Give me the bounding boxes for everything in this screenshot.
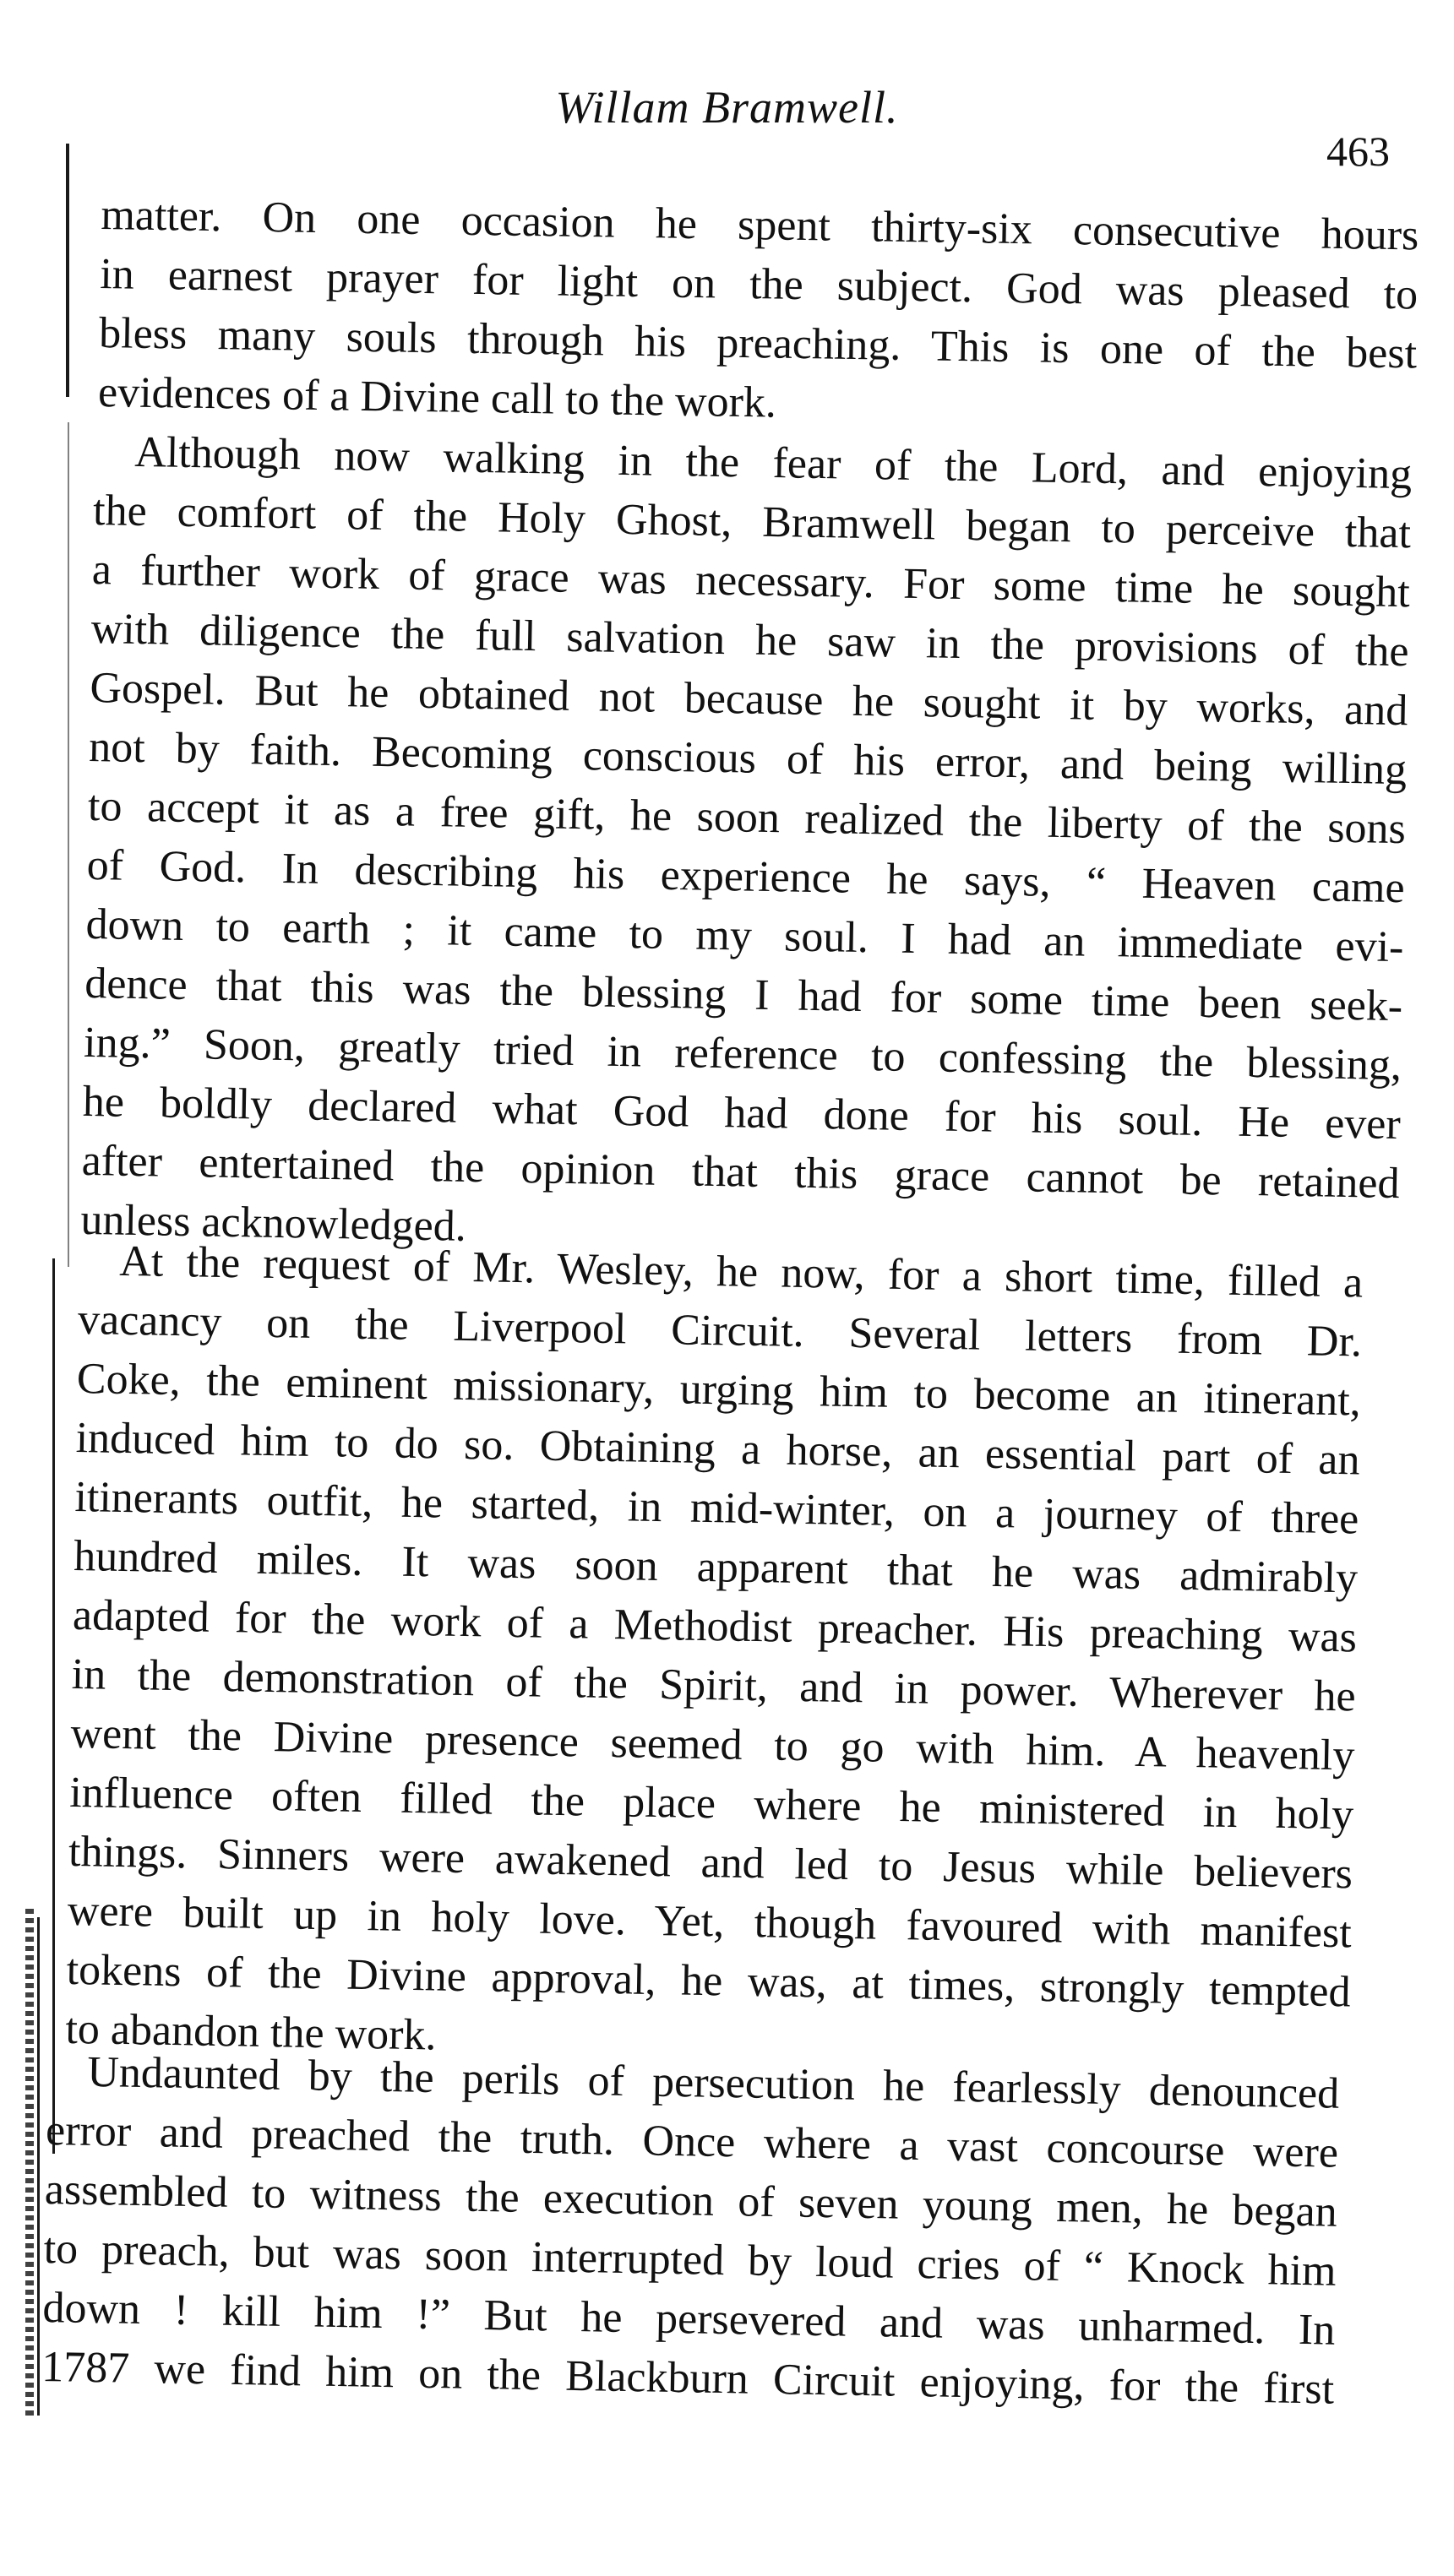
text-line: evidences of a Divine call to the work. <box>97 367 777 427</box>
text-line: error and preached the truth. Once where a vast concourse were <box>45 2106 1339 2177</box>
text-line: to accept it as a free gift, he soon realized the liberty of the sons <box>87 781 1407 854</box>
text-line: influence often filled the place where he ministered in holy <box>68 1768 1354 1840</box>
text-line: in earnest prayer for light on the subject. God was pleased to <box>99 249 1419 319</box>
text-line: tokens of the Divine approval, he was, at times, strongly tempted <box>66 1945 1352 2017</box>
text-line: a further work of grace was necessary. For some time he sought <box>91 545 1411 617</box>
page-number: 463 <box>1326 128 1390 175</box>
text-line: Undaunted by the perils of persecution he fearlessly denounced <box>86 2047 1340 2118</box>
text-line: vacancy on the Liverpool Circuit. Several letters from Dr. <box>77 1295 1363 1367</box>
text-line: hundred miles. It was soon apparent that he was admirably <box>73 1531 1359 1603</box>
text-line: induced him to do so. Obtaining a horse, an essential part of an <box>75 1413 1360 1485</box>
paragraph-1 <box>98 186 1419 443</box>
text-line: down to earth ; it came to my soul. I had an immediate evi- <box>85 899 1404 972</box>
text-line: the comfort of the Holy Ghost, Bramwell began to perceive that <box>92 486 1412 558</box>
text-line: ing.” Soon, greatly tried in reference to confessing the blessing, <box>83 1018 1402 1090</box>
text-line: to abandon the work. <box>65 2004 437 2060</box>
text-line: assembled to witness the execution of seven young men, he began <box>44 2165 1338 2236</box>
text-line: unless acknowledged. <box>80 1195 467 1251</box>
text-line: with diligence the full salvation he saw in the provisions of the <box>90 604 1409 677</box>
text-line: went the Divine presence seemed to go with him. A heavenly <box>70 1709 1355 1780</box>
margin-scan-mark <box>66 144 69 397</box>
text-line: matter. On one occasion he spent thirty-six consecutive hours <box>101 190 1419 260</box>
text-line: after entertained the opinion that this grace cannot be retained <box>81 1136 1400 1209</box>
running-title: Willam Bramwell. <box>555 82 899 133</box>
text-line: dence that this was the blessing I had for some time been seek- <box>84 959 1403 1031</box>
text-line: Although now walking in the fear of the Lord, and enjoying <box>133 427 1413 499</box>
text-line: were built up in holy love. Yet, though favoured with manifest <box>67 1886 1353 1958</box>
text-line: he boldly declared what God had done for his soul. He ever <box>82 1077 1402 1149</box>
paragraph-2 <box>80 422 1413 1273</box>
text-line: Gospel. But he obtained not because he sought it by works, and <box>90 663 1408 736</box>
margin-scan-mark <box>52 1258 55 2154</box>
text-line: not by faith. Becoming conscious of his error, and being willing <box>88 722 1408 795</box>
text-line: in the demonstration of the Spirit, and in power. Wherever he <box>71 1649 1357 1721</box>
margin-scan-mark <box>25 1909 34 2416</box>
paragraph-3 <box>65 1231 1364 2081</box>
text-line: adapted for the work of a Methodist preacher. His preaching was <box>72 1590 1358 1662</box>
text-line: bless many souls through his preaching. This is one of the best <box>98 308 1418 378</box>
margin-scan-mark <box>37 1917 40 2416</box>
text-line: Coke, the eminent missionary, urging him to become an itinerant, <box>76 1354 1362 1426</box>
text-line: down ! kill him !” But he persevered and was unharmed. In <box>42 2283 1336 2355</box>
text-line: things. Sinners were awakened and led to Jesus while believers <box>68 1827 1353 1899</box>
text-line: 1787 we find him on the Blackburn Circuit enjoying, for the first <box>41 2342 1335 2414</box>
margin-scan-mark <box>68 422 69 1267</box>
paragraph-4 <box>41 2042 1340 2420</box>
text-line: to preach, but was soon interrupted by loud cries of “ Knock him <box>43 2224 1337 2296</box>
text-line: itinerants outfit, he started, in mid-winter, on a journey of three <box>74 1472 1359 1544</box>
text-line: of God. In describing his experience he says, “ Heaven came <box>86 840 1406 913</box>
text-line: At the request of Mr. Wesley, he now, for a short time, filled a <box>118 1236 1364 1307</box>
